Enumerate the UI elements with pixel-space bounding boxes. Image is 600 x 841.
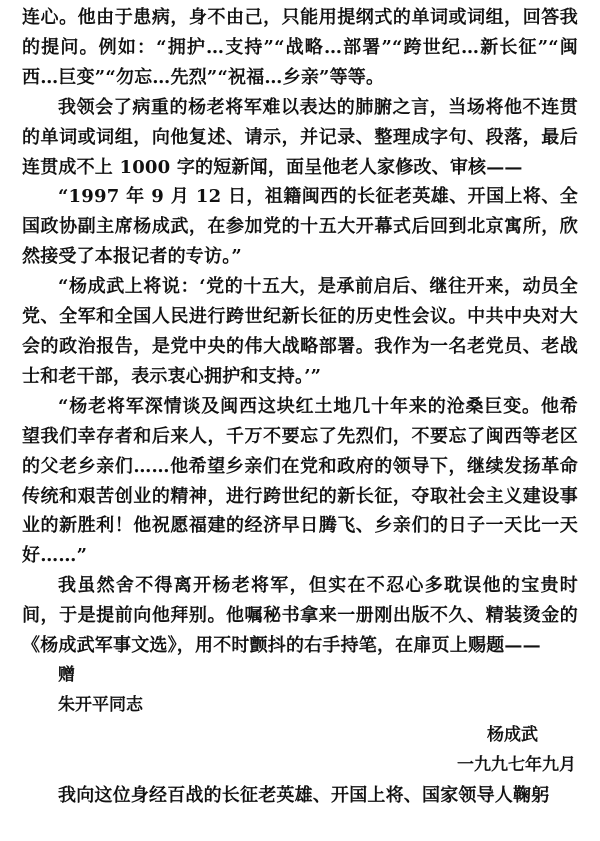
inscription-gift: 赠 bbox=[58, 664, 75, 685]
inscription-recipient: 朱开平同志 bbox=[58, 694, 143, 715]
inscription-signer: 杨成武 bbox=[487, 724, 538, 745]
text-column bbox=[22, 3, 578, 810]
paragraph-quote-congress: “杨成武上将说：‘党的十五大，是承前启后、继往开来，动员全党、全军和全国人民进行跨世纪新长征的历史性会议。中共中央对大会的政治报告，是党中央的伟大战略部署。我作为一名老党员、老战士和老干部，表示衷心拥护和支持。’” bbox=[22, 276, 578, 387]
paragraph-continued: 连心。他由于患病，身不由己，只能用提纲式的单词或词组，回答我的提问。例如：“拥护…支持”“战略…部署”“跨世纪…新长征”“闽西…巨变”“勿忘…先烈”“祝福…乡亲”等等。 bbox=[22, 7, 578, 88]
paragraph-closing: 我向这位身经百战的长征老英雄、开国上将、国家领导人鞠躬 bbox=[58, 784, 550, 806]
paragraph-news-lead: “1997 年 9 月 12 日，祖籍闽西的长征老英雄、开国上将、全国政协副主席杨成武，在参加党的十五大开幕式后回到北京寓所，欣然接受了本报记者的专访。” bbox=[22, 186, 578, 268]
paragraph-summary: 我领会了病重的杨老将军难以表达的肺腑之言，当场将他不连贯的单词或词组，向他复述、请示，并记录、整理成字句、段落，最后连贯成不上 1000 字的短新闻，面呈他老人家修改、审核—— bbox=[22, 96, 578, 178]
paragraph-farewell: 我虽然舍不得离开杨老将军，但实在不忍心多耽误他的宝贵时间，于是提前向他拜别。他嘱秘书拿来一册刚出版不久、精装烫金的《杨成武军事文选》，用不时颤抖的右手持笔，在扉页上赐题—— bbox=[22, 575, 578, 657]
paragraph-quote-minxi: “杨老将军深情谈及闽西这块红土地几十年来的沧桑巨变。他希望我们幸存者和后来人，千万不要忘了先烈们，不要忘了闽西等老区的父老乡亲们……他希望乡亲们在党和政府的领导下，继续发扬革命传统和艰苦创业的精神，进行跨世纪的新长征，夺取社会主义建设事业的新胜利！他祝愿福建的经济早日腾飞、乡亲们的日子一天比一天好……” bbox=[22, 395, 578, 567]
inscription-date: 一九九七年九月 bbox=[457, 754, 576, 775]
